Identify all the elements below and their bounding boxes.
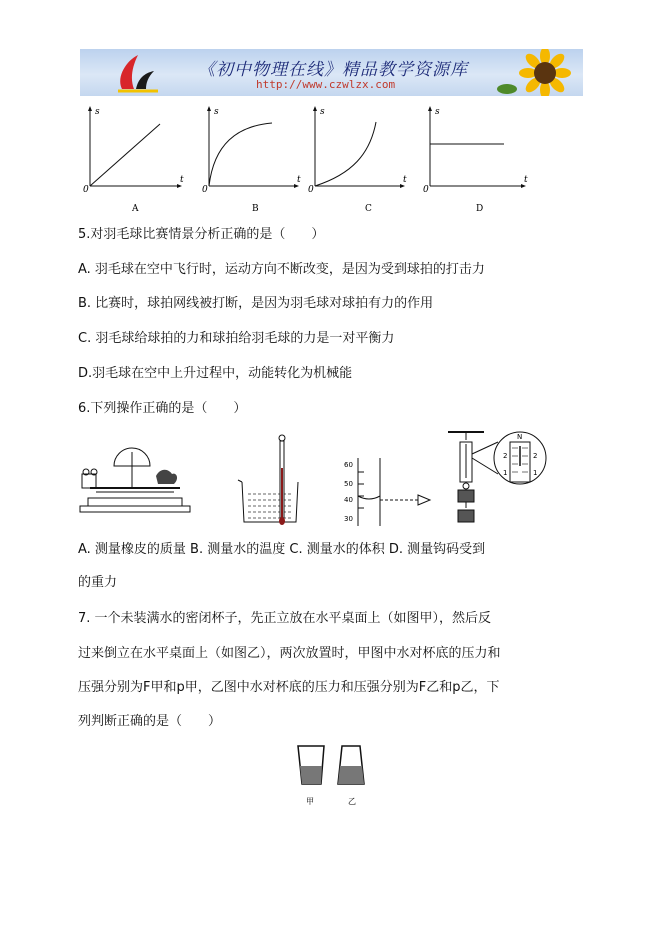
graph-a (83, 106, 184, 214)
sunflower-icon (493, 49, 583, 96)
cup-upright (298, 746, 324, 784)
cylinder-tick-50: 50 (344, 480, 353, 488)
q5-option-b: B. 比赛时，球拍网线被打断，是因为羽毛球对球拍有力的作用 (78, 296, 434, 311)
graph-b (202, 106, 301, 214)
graph-b-t: t (297, 175, 301, 185)
q6-options-line2: 的重力 (78, 575, 118, 590)
q6-options-line1: A. 测量橡皮的质量 B. 测量水的温度 C. 测量水的体积 D. 测量钩码受到 (78, 542, 486, 557)
graph-b-label: B (252, 204, 259, 214)
meter-unit-n: N (517, 433, 523, 441)
cup-inverted (338, 746, 364, 784)
cylinder-tick-30: 30 (344, 515, 353, 523)
label-yi: 乙 (348, 797, 356, 806)
graph-b-s: s (214, 107, 219, 117)
balance-figure (80, 448, 190, 512)
cylinder-tick-40: 40 (344, 496, 353, 504)
banner-title: 《初中物理在线》精品教学资源库 (198, 60, 468, 80)
q6-stem: 6.下列操作正确的是（ ） (78, 401, 247, 416)
q7-line3: 压强分别为F甲和p甲，乙图中水对杯底的压力和压强分别为F乙和p乙，下 (78, 680, 500, 695)
graph-c-t: t (403, 175, 407, 185)
meter-tick-2-right: 2 (533, 452, 538, 460)
cups-figure (294, 742, 374, 810)
meter-tick-1-right: 1 (533, 469, 538, 477)
meter-tick-1-left: 1 (503, 469, 508, 477)
spring-scale-figure (448, 432, 546, 522)
graph-d-label: D (476, 204, 484, 214)
meter-tick-2-left: 2 (503, 452, 508, 460)
graph-a-t: t (180, 175, 184, 185)
motion-graphs (72, 104, 542, 216)
graph-d-origin: 0 (423, 185, 429, 195)
graph-d (423, 106, 528, 214)
graph-a-label: A (132, 204, 139, 214)
q7-line4: 列判断正确的是（ ） (78, 714, 222, 729)
q5-option-a: A. 羽毛球在空中飞行时，运动方向不断改变，是因为受到球拍的打击力 (78, 262, 485, 277)
cylinder-tick-60: 60 (344, 461, 353, 469)
cylinder-figure (344, 458, 430, 526)
q7-line1: 7. 一个未装满水的密闭杯子，先正立放在水平桌面上（如图甲），然后反 (78, 611, 492, 626)
beaker-figure (238, 435, 298, 525)
header-banner (80, 49, 583, 96)
logo-icon (108, 49, 168, 96)
q5-option-c: C. 羽毛球给球拍的力和球拍给羽毛球的力是一对平衡力 (78, 331, 395, 346)
banner-url: http://www.czwlzx.com (256, 78, 396, 91)
graph-a-origin: 0 (83, 185, 89, 195)
label-jia: 甲 (306, 797, 314, 806)
graph-b-origin: 0 (202, 185, 208, 195)
graph-c (308, 106, 407, 214)
graph-c-label: C (365, 204, 372, 214)
graph-a-s: s (95, 107, 100, 117)
q5-option-d: D.羽毛球在空中上升过程中，动能转化为机械能 (78, 366, 353, 381)
graph-c-s: s (320, 107, 325, 117)
graph-d-t: t (524, 175, 528, 185)
q7-line2: 过来倒立在水平桌面上（如图乙），两次放置时，甲图中水对杯底的压力和 (78, 646, 501, 661)
q5-stem: 5.对羽毛球比赛情景分析正确的是（ ） (78, 227, 325, 242)
graph-d-s: s (435, 107, 440, 117)
graph-c-origin: 0 (308, 185, 314, 195)
q6-figures (74, 428, 574, 533)
